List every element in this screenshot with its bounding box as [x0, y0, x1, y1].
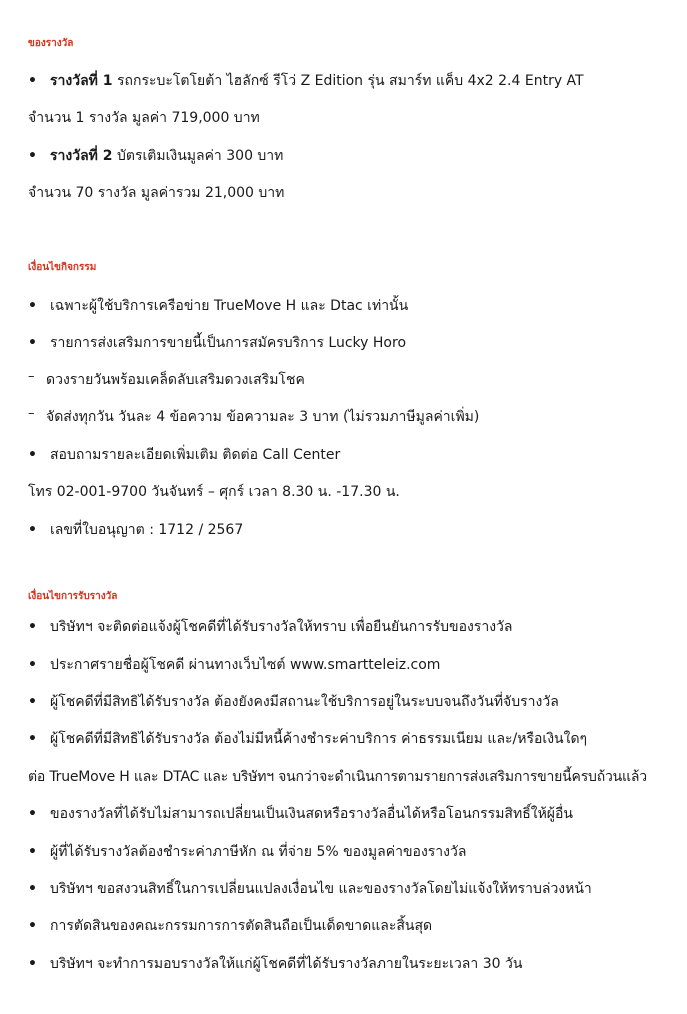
- dash-icon: –: [28, 406, 35, 421]
- prizes-heading: ของรางวัล: [28, 38, 74, 49]
- activity-item-2: [28, 331, 681, 355]
- activity-item-1: [28, 294, 681, 318]
- claim-item-2-text: ประกาศรายชื่อผู้โชคดี ผ่านทางเว็บไซต์ www.smartteleiz.com: [50, 657, 441, 673]
- claim-heading: เงื่อนไขการรับรางวัล: [28, 591, 118, 602]
- prize-1-detail: [28, 106, 681, 130]
- dash-icon: –: [28, 369, 35, 384]
- activity-phone: [28, 480, 681, 504]
- prize-1-text: รถกระบะโตโยต้า ไฮลักซ์ รีโว่ Z Edition รุ่น สมาร์ท แค็บ 4x2 2.4 Entry AT: [116, 73, 584, 89]
- bullet-icon: •: [28, 619, 37, 635]
- bullet-icon: •: [28, 844, 37, 860]
- prize-2-text-wrap: [50, 144, 283, 168]
- prize-1-label: รางวัลที่ 1: [50, 73, 113, 89]
- claim-item-7-text: บริษัทฯ ขอสงวนสิทธิ์ในการเปลี่ยนแปลงเงื่อนไข และของรางวัลโดยไม่แจ้งให้ทราบล่วงหน้า: [50, 881, 592, 897]
- prize-2-detail: [28, 181, 681, 205]
- bullet-icon: •: [28, 918, 37, 934]
- bullet-icon: •: [28, 447, 37, 463]
- claim-item-8: [28, 914, 681, 938]
- claim-item-7: [28, 877, 681, 901]
- prize-1-detail-text: จำนวน 1 รางวัล มูลค่า 719,000 บาท: [28, 110, 260, 126]
- activity-sub-1-text: ดวงรายวันพร้อมเคล็ดลับเสริมดวงเสริมโชค: [46, 372, 305, 388]
- claim-item-6-text: ผู้ที่ได้รับรางวัลต้องชำระค่าภาษีหัก ณ ที่จ่าย 5% ของมูลค่าของรางวัล: [50, 844, 467, 860]
- prize-2-label: รางวัลที่ 2: [50, 148, 113, 164]
- claim-item-3-text: ผู้โชคดีที่มีสิทธิได้รับรางวัล ต้องยังคงมีสถานะใช้บริการอยู่ในระบบจนถึงวันที่จับรางวัล: [50, 694, 559, 710]
- bullet-icon: •: [28, 694, 37, 710]
- claim-item-6: [28, 840, 681, 864]
- bullet-icon: •: [28, 657, 37, 673]
- claim-item-4-continuation: [28, 765, 681, 789]
- activity-item-1-text: เฉพาะผู้ใช้บริการเครือข่าย TrueMove H และ Dtac เท่านั้น: [50, 298, 409, 314]
- activity-sub-1: [28, 368, 681, 392]
- prize-2-item: [28, 144, 681, 168]
- bullet-icon: •: [28, 73, 37, 89]
- claim-item-5-text: ของรางวัลที่ได้รับไม่สามารถเปลี่ยนเป็นเงินสดหรือรางวัลอื่นได้หรือโอนกรรมสิทธิ์ให้ผู้อื่น: [50, 806, 573, 822]
- bullet-icon: •: [28, 298, 37, 314]
- claim-item-8-text: การตัดสินของคณะกรรมการการตัดสินถือเป็นเด็ดขาดและสิ้นสุด: [50, 918, 433, 934]
- activity-phone-text: โทร 02-001-9700 วันจันทร์ – ศุกร์ เวลา 8.30 น. -17.30 น.: [28, 484, 400, 500]
- prize-2-detail-text: จำนวน 70 รางวัล มูลค่ารวม 21,000 บาท: [28, 185, 285, 201]
- claim-item-5: [28, 802, 681, 826]
- bullet-icon: •: [28, 881, 37, 897]
- prize-2-text: บัตรเติมเงินมูลค่า 300 บาท: [116, 148, 284, 164]
- prize-1-text-wrap: [50, 69, 584, 93]
- claim-item-4-cont-text: ต่อ TrueMove H และ DTAC และ บริษัทฯ จนกว่าจะดำเนินการตามรายการส่งเสริมการขายนี้ครบถ้วนแล้ว: [28, 769, 647, 785]
- activity-sub-2-text: จัดส่งทุกวัน วันละ 4 ข้อความ ข้อความละ 3 บาท (ไม่รวมภาษีมูลค่าเพิ่ม): [46, 409, 480, 425]
- claim-item-9: [28, 952, 681, 976]
- activity-sub-2: [28, 405, 681, 429]
- claim-item-4: [28, 727, 681, 751]
- bullet-icon: •: [28, 806, 37, 822]
- activity-item-3: [28, 443, 681, 467]
- activity-item-3-text: สอบถามรายละเอียดเพิ่มเติม ติดต่อ Call Center: [50, 447, 341, 463]
- claim-item-2: [28, 653, 681, 677]
- bullet-icon: •: [28, 956, 37, 972]
- bullet-icon: •: [28, 148, 37, 164]
- claim-item-1: [28, 615, 681, 639]
- bullet-icon: •: [28, 731, 37, 747]
- bullet-icon: •: [28, 335, 37, 351]
- activity-item-4: [28, 518, 681, 542]
- claim-item-3: [28, 690, 681, 714]
- activity-heading: เงื่อนไขกิจกรรม: [28, 262, 97, 273]
- activity-item-2-text: รายการส่งเสริมการขายนี้เป็นการสมัครบริการ Lucky Horo: [50, 335, 407, 351]
- activity-item-4-text: เลขที่ใบอนุญาต : 1712 / 2567: [50, 522, 244, 538]
- claim-item-9-text: บริษัทฯ จะทำการมอบรางวัลให้แก่ผู้โชคดีที่ได้รับรางวัลภายในระยะเวลา 30 วัน: [50, 956, 523, 972]
- claim-item-1-text: บริษัทฯ จะติดต่อแจ้งผู้โชคดีที่ได้รับรางวัลให้ทราบ เพื่อยืนยันการรับของรางวัล: [50, 619, 513, 635]
- bullet-icon: •: [28, 522, 37, 538]
- prize-1-item: [28, 69, 681, 93]
- claim-item-4-text: ผู้โชคดีที่มีสิทธิได้รับรางวัล ต้องไม่มีหนี้ค้างชำระค่าบริการ ค่าธรรมเนียม และ/หรือเงินใดๆ: [50, 731, 588, 747]
